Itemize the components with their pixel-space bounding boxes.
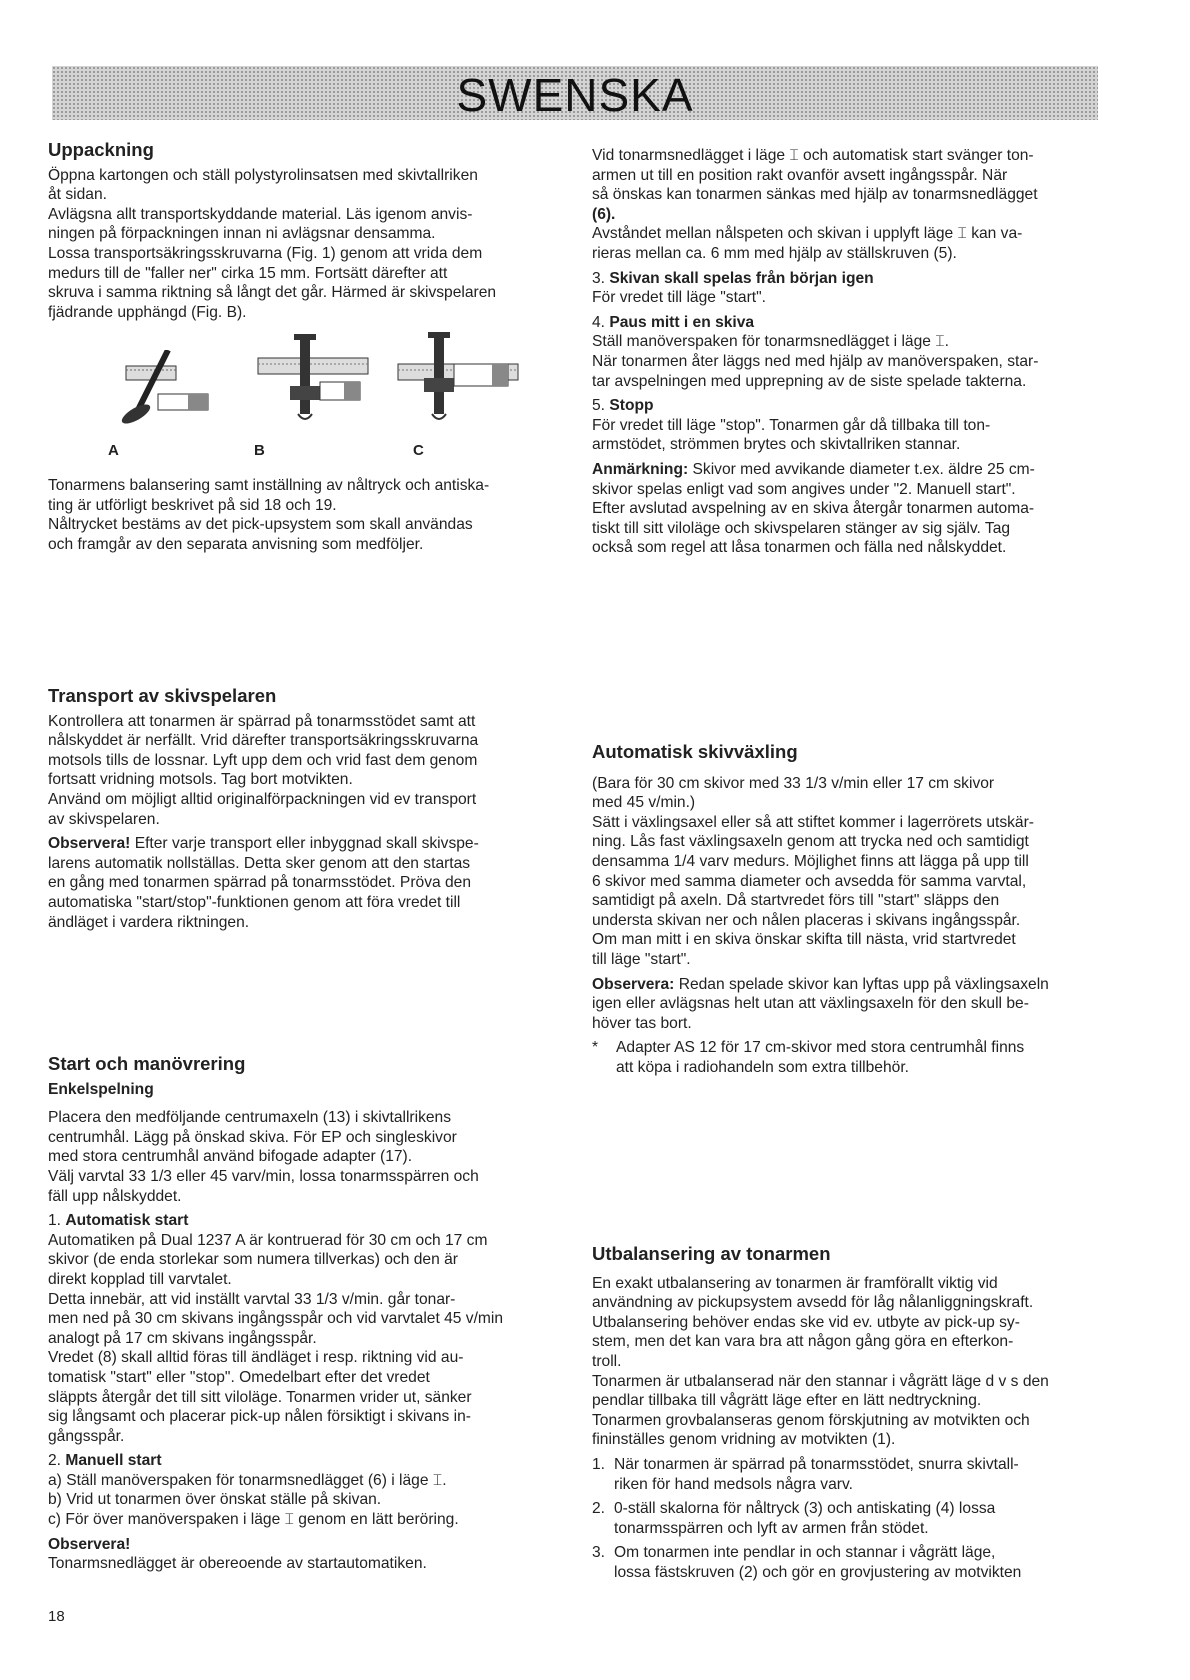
text-line: skruva i samma riktning så långt det går. Härmed är skivspelaren (48, 284, 497, 302)
text-line: höver tas bort. (592, 1014, 692, 1032)
text-line: centrumhål. Lägg på önskad skiva. För EP och singleskivor (48, 1128, 457, 1146)
text-line: med 45 v/min.) (592, 794, 696, 812)
text-line: sig långsamt och placerar pick-up nålen försiktigt i skivans in- (48, 1408, 471, 1426)
text-line: När tonarmen är spärrad på tonarmsstödet, snurra skivtall- (614, 1455, 1019, 1473)
step-2-title: 2. Manuell start (48, 1452, 162, 1470)
section-right-top (592, 146, 1102, 558)
text-line: En exakt utbalansering av tonarmen är framförallt viktig vid (592, 1274, 998, 1292)
text-line: b) Vrid ut tonarmen över önskat ställe på skivan. (48, 1491, 382, 1509)
text-line: Avlägsna allt transportskyddande material. Läs igenom anvis- (48, 205, 473, 223)
text-line: motsols tills de lossnar. Lyft upp dem och vrid fast dem genom (48, 751, 478, 769)
step-1-title: 1. Automatisk start (48, 1212, 189, 1230)
text-line: Tonarmens balansering samt inställning av nåltryck och antiska- (48, 477, 490, 494)
text-line: 6 skivor med samma diameter och avsedda för samma varvtal, (592, 872, 1027, 890)
section-uppackning (48, 140, 558, 322)
utbalansering-heading: Utbalansering av tonarmen (592, 1243, 831, 1264)
text-line: rieras mellan ca. 6 mm med hjälp av ställskruven (5). (592, 244, 957, 262)
text-line: ningen på förpackningen innan ni avlägsnar densamma. (48, 225, 436, 243)
text-line: 0-ställ skalorna för nåltryck (3) och antiskating (4) lossa (614, 1500, 996, 1518)
text-line: Adapter AS 12 för 17 cm-skivor med stora centrumhål finns (616, 1039, 1025, 1057)
text-line: tiskt till sitt viloläge och skivspelaren stänger av sig själv. Tag (592, 519, 1011, 537)
text-line: också som regel att låsa tonarmen och fälla ned nålskyddet. (592, 539, 1007, 557)
observe-line: Observera: Redan spelade skivor kan lyftas upp på växlingsaxeln (592, 975, 1049, 993)
text-line: av skivspelaren. (48, 810, 160, 828)
text-line: Tonarmen grovbalanseras genom förskjutning av motvikten och (592, 1411, 1030, 1429)
transport-heading: Transport av skivspelaren (48, 685, 277, 706)
text-line: (Bara för 30 cm skivor med 33 1/3 v/min eller 17 cm skivor (592, 774, 995, 792)
text-line: Placera den medföljande centrumaxeln (13) i skivtallrikens (48, 1109, 452, 1127)
text-line: skivor (de enda storlekar som numera tillverkas) och den är (48, 1251, 458, 1269)
text-line: troll. (592, 1352, 622, 1370)
text-line: Efter avslutad avspelning av en skiva återgår tonarmen automa- (592, 500, 1035, 518)
list-item (592, 1455, 1102, 1494)
text-line: tar avspelningen med upprepning av de siste spelade takterna. (592, 372, 1027, 390)
text-line: Automatiken på Dual 1237 A är kontruerad för 30 cm och 17 cm (48, 1231, 488, 1249)
text-line: samtidigt på axeln. Då startvredet förs till "start" släpps den (592, 892, 1000, 910)
text-line: gångsspår. (48, 1427, 125, 1445)
footnote (592, 1038, 1102, 1077)
step-4-title: 4. Paus mitt i en skiva (592, 313, 755, 331)
text-line: Utbalansering behöver endas ske vid ev. utbyte av pick-up sy- (592, 1313, 1020, 1331)
text-line: riken för hand medsols några varv. (614, 1475, 853, 1493)
text-line: Öppna kartongen och ställ polystyrolinsatsen med skivtallriken (48, 166, 478, 184)
text-line: Ställ manöverspaken för tonarmsnedlägget i läge ⌶. (592, 333, 949, 351)
text-line: larens automatik nollställas. Detta sker genom att den startas (48, 854, 471, 872)
text-line: Om man mitt i en skiva önskar skifta till nästa, vrid startvredet (592, 931, 1016, 949)
text-line: medurs till de "faller ner" cirka 15 mm. Fortsätt därefter att (48, 264, 448, 282)
text-line: För vredet till läge "stop". Tonarmen går då tillbaka till ton- (592, 416, 991, 434)
list-number: 2. (592, 1500, 606, 1518)
text-line: skivor spelas enligt vad som angives under "2. Manuell start". (592, 480, 1016, 498)
start-heading: Start och manövrering (48, 1053, 246, 1074)
figure-c-illustration (388, 328, 528, 428)
text-line: Använd om möjligt alltid originalförpackningen vid ev transport (48, 790, 477, 808)
text-line: Detta innebär, att vid inställt varvtal 33 1/3 v/min. går tonar- (48, 1290, 456, 1308)
text-line: pendlar tillbaka till vågrätt läge efter en lätt nedtryckning. (592, 1392, 982, 1410)
text-line: fjädrande upphängd (Fig. B). (48, 303, 247, 321)
section-balansering-note (48, 476, 558, 554)
section-start (48, 1054, 558, 1574)
text-line: släppts återgår det till sitt viloläge. Tonarmen vrider ut, sänker (48, 1388, 472, 1406)
section-transport (48, 686, 558, 932)
text-line: Tonarmsnedlägget är obereoende av startautomatiken. (48, 1555, 427, 1573)
step-5-title: 5. Stopp (592, 397, 654, 415)
text-line: Vid tonarmsnedlägget i läge ⌶ och automatisk start svänger ton- (592, 147, 1034, 164)
text-line: Kontrollera att tonarmen är spärrad på tonarmsstödet samt att (48, 712, 476, 730)
text-line: (6). (592, 205, 616, 223)
text-line: fäll upp nålskyddet. (48, 1187, 182, 1205)
footnote-star: * (592, 1039, 599, 1057)
banner-title: SWENSKA (456, 69, 694, 121)
text-line: Lossa transportsäkringsskruvarna (Fig. 1) genom att vrida dem (48, 244, 483, 262)
text-line: ting är utförligt beskrivet på sid 18 och 19. (48, 496, 337, 514)
text-line: tonarmsspärren och lyft av armen från stödet. (614, 1519, 929, 1537)
text-line: Vredet (8) skall alltid föras till ändläget i resp. riktning vid au- (48, 1349, 464, 1367)
text-line: fortsatt vridning motsols. Tag bort motvikten. (48, 771, 353, 789)
text-line: automatiska "start/stop"-funktionen genom att föra vredet till (48, 893, 461, 911)
start-subheading: Enkelspelning (48, 1080, 154, 1098)
observe-label: Observera! (48, 1535, 131, 1553)
text-line: stem, men det kan vara bra att någon gång göra en efterkon- (592, 1333, 1014, 1351)
text-line: användning av pickupsystem avsedd för låg nålanliggningskraft. (592, 1294, 1034, 1312)
page-number: 18 (48, 1608, 65, 1625)
transport-screw-figures (108, 350, 528, 462)
text-line: så önskas kan tonarmen sänkas med hjälp av tonarmsnedlägget (592, 186, 1038, 204)
text-line: Nåltrycket bestäms av det pick-upsystem som skall användas (48, 516, 473, 534)
text-line: att köpa i radiohandeln som extra tillbehör. (616, 1058, 909, 1076)
figure-a-illustration (118, 350, 238, 430)
text-line: c) För över manöverspaken i läge ⌶ genom en lätt beröring. (48, 1511, 459, 1529)
section-automatisk (592, 742, 1102, 1078)
text-line: understa skivan ner och nålen placeras i skivans ingångsspår. (592, 911, 1021, 929)
text-line: analogt på 17 cm skivans ingångsspår. (48, 1329, 317, 1347)
text-line: densamma 1/4 varv medurs. Möjlighet finns att lägga på upp till (592, 852, 1029, 870)
text-line: Tonarmen är utbalanserad när den stannar i vågrätt läge d v s den (592, 1372, 1049, 1390)
list-item (592, 1499, 1102, 1538)
step-3-title: 3. Skivan skall spelas från början igen (592, 269, 874, 287)
figure-label-a: A (108, 442, 119, 459)
list-item (592, 1543, 1102, 1582)
uppackning-heading: Uppackning (48, 139, 154, 160)
text-line: till läge "start". (592, 950, 691, 968)
text-line: fininställes genom vridning av motvikten (1). (592, 1431, 896, 1449)
text-line: Om tonarmen inte pendlar in och stannar i vågrätt läge, (614, 1544, 996, 1562)
text-line: ning. Lås fast växlingsaxeln genom att trycka ned och samtidigt (592, 833, 1029, 851)
text-line: direkt kopplad till varvtalet. (48, 1270, 232, 1288)
text-line: men ned på 30 cm skivans ingångsspår och vid varvtalet 45 v/min (48, 1310, 504, 1328)
figure-label-c: C (413, 442, 424, 459)
text-line: Välj varvtal 33 1/3 eller 45 varv/min, lossa tonarmsspärren och (48, 1167, 479, 1185)
text-line: Sätt i växlingsaxel eller så att stiftet kommer i lagerrörets utskär- (592, 813, 1034, 831)
automatisk-heading: Automatisk skivväxling (592, 741, 798, 762)
note-line: Anmärkning: Skivor med avvikande diameter t.ex. äldre 25 cm- (592, 460, 1035, 478)
text-line: armen ut till en position rakt ovanför avsett ingångsspår. När (592, 166, 1008, 184)
text-line: nålskyddet är nerfällt. Vrid därefter transportsäkringsskruvarna (48, 732, 479, 750)
text-line: ändläget i vardera riktningen. (48, 913, 250, 931)
observe-line: Observera! Efter varje transport eller inbyggnad skall skivspe- (48, 835, 479, 853)
text-line: en gång med tonarmen spärrad på tonarmsstödet. Pröva den (48, 874, 472, 892)
section-utbalansering (592, 1244, 1102, 1583)
text-line: För vredet till läge "start". (592, 289, 766, 307)
list-number: 1. (592, 1455, 606, 1473)
figure-label-b: B (254, 442, 265, 459)
figure-b-illustration (248, 328, 378, 428)
text-line: med stora centrumhål använd bifogade adapter (17). (48, 1148, 413, 1166)
text-line: igen eller avlägsnas helt utan att växlingsaxeln för den skull be- (592, 995, 1029, 1013)
text-line: åt sidan. (48, 186, 107, 204)
text-line: lossa fästskruven (2) och gör en grovjustering av motvikten (614, 1563, 1022, 1581)
text-line: tomatisk "start" eller "stop". Omedelbart efter det vredet (48, 1368, 430, 1386)
text-line: och framgår av den separata anvisning som medföljer. (48, 535, 424, 553)
text-line: Avståndet mellan nålspeten och skivan i upplyft läge ⌶ kan va- (592, 225, 1023, 243)
language-banner (52, 66, 1098, 120)
list-number: 3. (592, 1544, 606, 1562)
text-line: armstödet, strömmen brytes och skivtallriken stannar. (592, 436, 961, 454)
text-line: När tonarmen åter läggs ned med hjälp av manöverspaken, star- (592, 352, 1039, 370)
text-line: a) Ställ manöverspaken för tonarmsnedlägget (6) i läge ⌶. (48, 1471, 447, 1489)
